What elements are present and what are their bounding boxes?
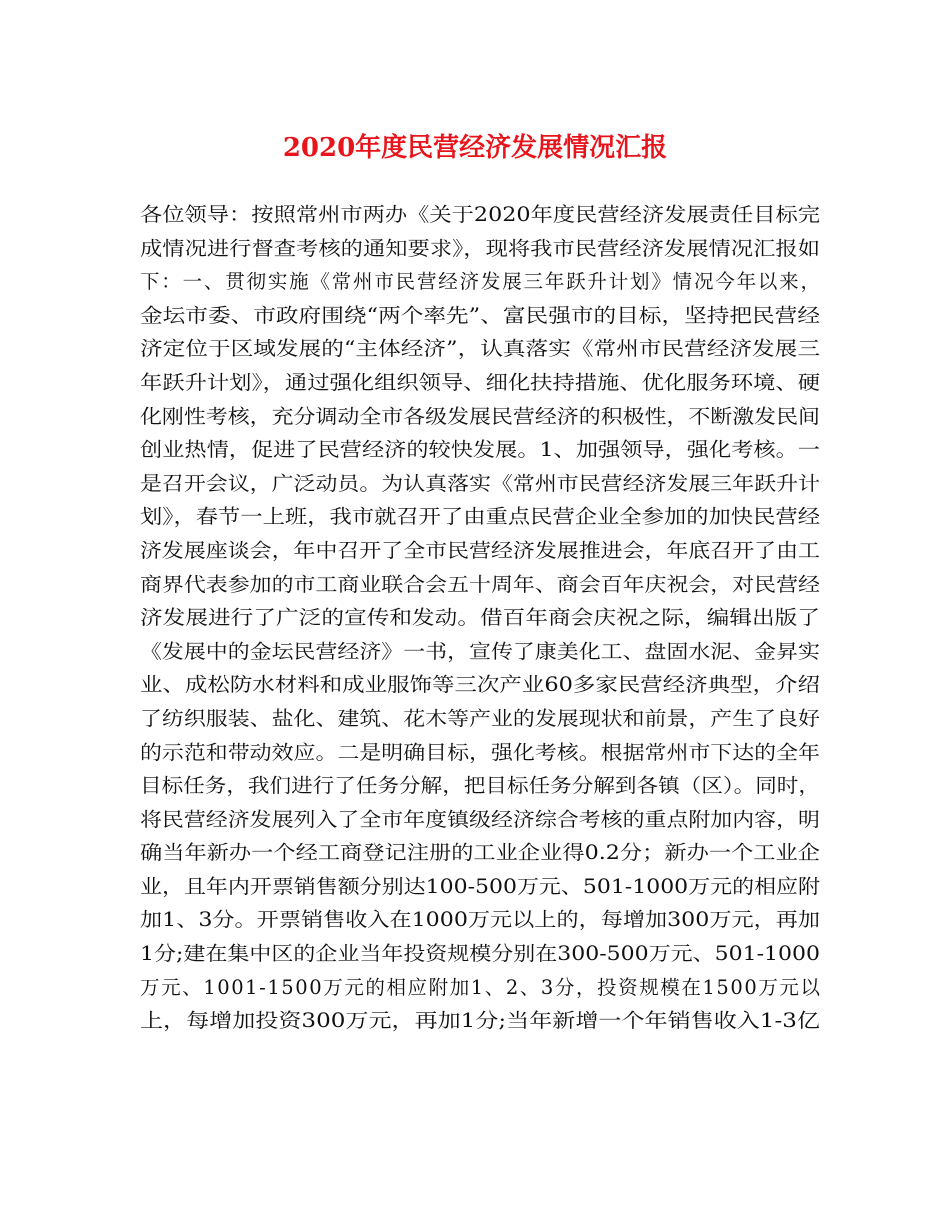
body-line: 的示范和带动效应。二是明确目标，强化考核。根据常州市下达的全年 (140, 740, 820, 764)
body-line: 下：一、贯彻实施《常州市民营经济发展三年跃升计划》情况今年以来， (140, 270, 822, 294)
body-line: 了纺织服装、盐化、建筑、花木等产业的发展现状和前景，产生了良好 (140, 706, 820, 730)
body-line: 济发展座谈会，年中召开了全市民营经济发展推进会，年底召开了由工 (140, 538, 820, 562)
body-line: 创业热情，促进了民营经济的较快发展。1、加强领导，强化考核。一 (140, 438, 820, 462)
body-line: 将民营经济发展列入了全市年度镇级经济综合考核的重点附加内容，明 (140, 807, 820, 831)
body-line: 目标任务，我们进行了任务分解，把目标任务分解到各镇（区）。同时， (140, 774, 820, 798)
document-title: 2020年度民营经济发展情况汇报 (282, 133, 668, 163)
body-line: 济定位于区域发展的“主体经济”，认真落实《常州市民营经济发展三 (140, 337, 820, 361)
body-line: 济发展进行了广泛的宣传和发动。借百年商会庆祝之际，编辑出版了 (140, 606, 820, 630)
body-line: 业，且年内开票销售额分别达100-500万元、501-1000万元的相应附 (140, 874, 820, 898)
body-line: 上，每增加投资300万元，再加1分;当年新增一个年销售收入1-3亿 (140, 1009, 820, 1033)
body-line: 化刚性考核，充分调动全市各级发展民营经济的积极性，不断激发民间 (140, 404, 820, 428)
body-line: 商界代表参加的市工商业联合会五十周年、商会百年庆祝会，对民营经 (140, 572, 820, 596)
body-line: 《发展中的金坛民营经济》一书，宣传了康美化工、盘固水泥、金昇实 (140, 639, 820, 663)
body-line: 1分;建在集中区的企业当年投资规模分别在300-500万元、501-1000 (140, 942, 821, 966)
body-line: 各位领导：按照常州市两办《关于2020年度民营经济发展责任目标完 (140, 203, 821, 226)
body-line: 成情况进行督查考核的通知要求》，现将我市民营经济发展情况汇报如 (140, 236, 820, 260)
body-line: 是召开会议，广泛动员。为认真落实《常州市民营经济发展三年跃升计 (140, 471, 820, 495)
body-line: 金坛市委、市政府围绕“两个率先”、富民强市的目标，坚持把民营经 (140, 303, 820, 327)
body-line: 划》，春节一上班，我市就召开了由重点民营企业全参加的加快民营经 (140, 505, 820, 529)
document-body (140, 198, 820, 1038)
body-line: 年跃升计划》，通过强化组织领导、细化扶持措施、优化服务环境、硬 (140, 370, 820, 394)
body-line: 确当年新办一个经工商登记注册的工业企业得0.2分；新办一个工业企 (140, 841, 820, 865)
body-line: 加1、3分。开票销售收入在1000万元以上的，每增加300万元，再加 (140, 908, 820, 932)
body-line: 业、成松防水材料和成业服饰等三次产业60多家民营经济典型，介绍 (140, 673, 820, 697)
body-line: 万元、1001-1500万元的相应附加1、2、3分，投资规模在1500万元以 (140, 975, 822, 999)
